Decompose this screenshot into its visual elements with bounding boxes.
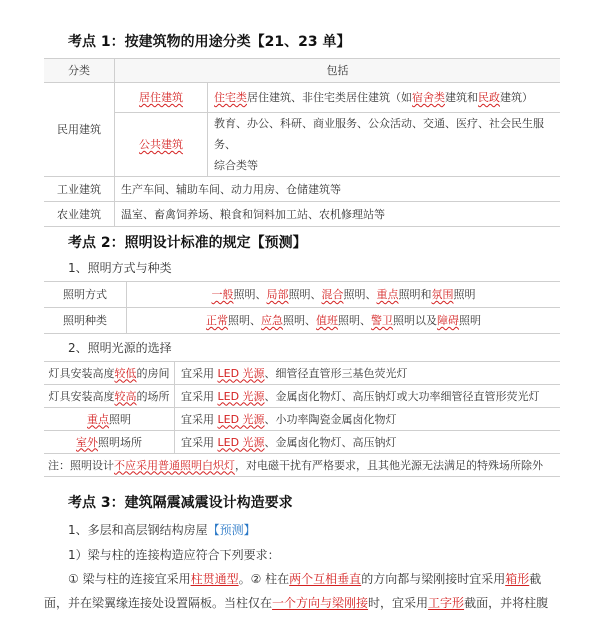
section1-title: 考点 1：按建筑物的用途分类【21、23 单】 [68, 34, 351, 50]
header-category: 分类 [44, 59, 115, 83]
lighting-note: 注：照明设计不应采用普通照明白炽灯，对电磁干扰有严格要求，且其他光源无法满足的特殊场所除外 [44, 454, 560, 477]
body-line-1: ① 梁与柱的连接宜采用柱贯通型。② 柱在两个互相垂直的方向都与梁刚接时宜采用箱形截 [68, 572, 542, 586]
table-row [44, 431, 560, 454]
table-row [44, 385, 560, 408]
table-row [44, 408, 560, 431]
lighting-mode-table [44, 281, 560, 334]
agricultural-content: 温室、畜禽饲养场、粮食和饲料加工站、农机修理站等 [115, 202, 561, 227]
table-row [44, 454, 560, 477]
table-row [44, 113, 560, 177]
residential-content: 住宅类居住建筑、非住宅类居住建筑（如宿舍类建筑和民政建筑） [208, 83, 561, 113]
table-row [44, 83, 560, 113]
section3-title: 考点 3：建筑隔震减震设计构造要求 [68, 495, 293, 511]
lighting-type-content: 正常照明、应急照明、值班照明、警卫照明以及障碍照明 [127, 308, 561, 334]
source-value: 宜采用 LED 光源、金属卤化物灯、高压钠灯 [175, 431, 561, 454]
table-header-row [44, 59, 560, 83]
civil-building-cell: 民用建筑 [44, 83, 115, 177]
source-key: 重点照明 [44, 408, 175, 431]
table-row [44, 362, 560, 385]
table-row [44, 308, 560, 334]
lighting-mode-label: 照明方式 [44, 282, 127, 308]
table-row [44, 177, 560, 202]
source-key: 灯具安装高度较低的房间 [44, 362, 175, 385]
header-content: 包括 [115, 59, 561, 83]
lighting-mode-content: 一般照明、局部照明、混合照明、重点照明和氛围照明 [127, 282, 561, 308]
section2-title: 考点 2：照明设计标准的规定【预测】 [68, 235, 307, 251]
industrial-label: 工业建筑 [44, 177, 115, 202]
agricultural-label: 农业建筑 [44, 202, 115, 227]
table-row [44, 282, 560, 308]
source-key: 室外照明场所 [44, 431, 175, 454]
public-label: 公共建筑 [115, 113, 208, 177]
table-row [44, 202, 560, 227]
beam-column-subtitle: 1）梁与柱的连接构造应符合下列要求： [68, 548, 280, 562]
light-source-subtitle: 2、照明光源的选择 [68, 341, 172, 355]
source-key: 灯具安装高度较高的场所 [44, 385, 175, 408]
source-value: 宜采用 LED 光源、细管径直管形三基色荧光灯 [175, 362, 561, 385]
lighting-type-label: 照明种类 [44, 308, 127, 334]
building-use-table [44, 58, 560, 227]
body-line-2: 面，并在梁翼缘连接处设置隔板。当柱仅在一个方向与梁刚接时，宜采用工字形截面，并将柱腹 [44, 596, 549, 610]
lighting-mode-subtitle: 1、照明方式与种类 [68, 261, 172, 275]
industrial-content: 生产车间、辅助车间、动力用房、仓储建筑等 [115, 177, 561, 202]
source-value: 宜采用 LED 光源、小功率陶瓷金属卤化物灯 [175, 408, 561, 431]
residential-label: 居住建筑 [115, 83, 208, 113]
light-source-table [44, 361, 560, 477]
steel-structure-subtitle: 1、多层和高层钢结构房屋【预测】 [68, 523, 256, 537]
source-value: 宜采用 LED 光源、金属卤化物灯、高压钠灯或大功率细管径直管形荧光灯 [175, 385, 561, 408]
public-content: 教育、办公、科研、商业服务、公众活动、交通、医疗、社会民生服务、 综合类等 [208, 113, 561, 177]
